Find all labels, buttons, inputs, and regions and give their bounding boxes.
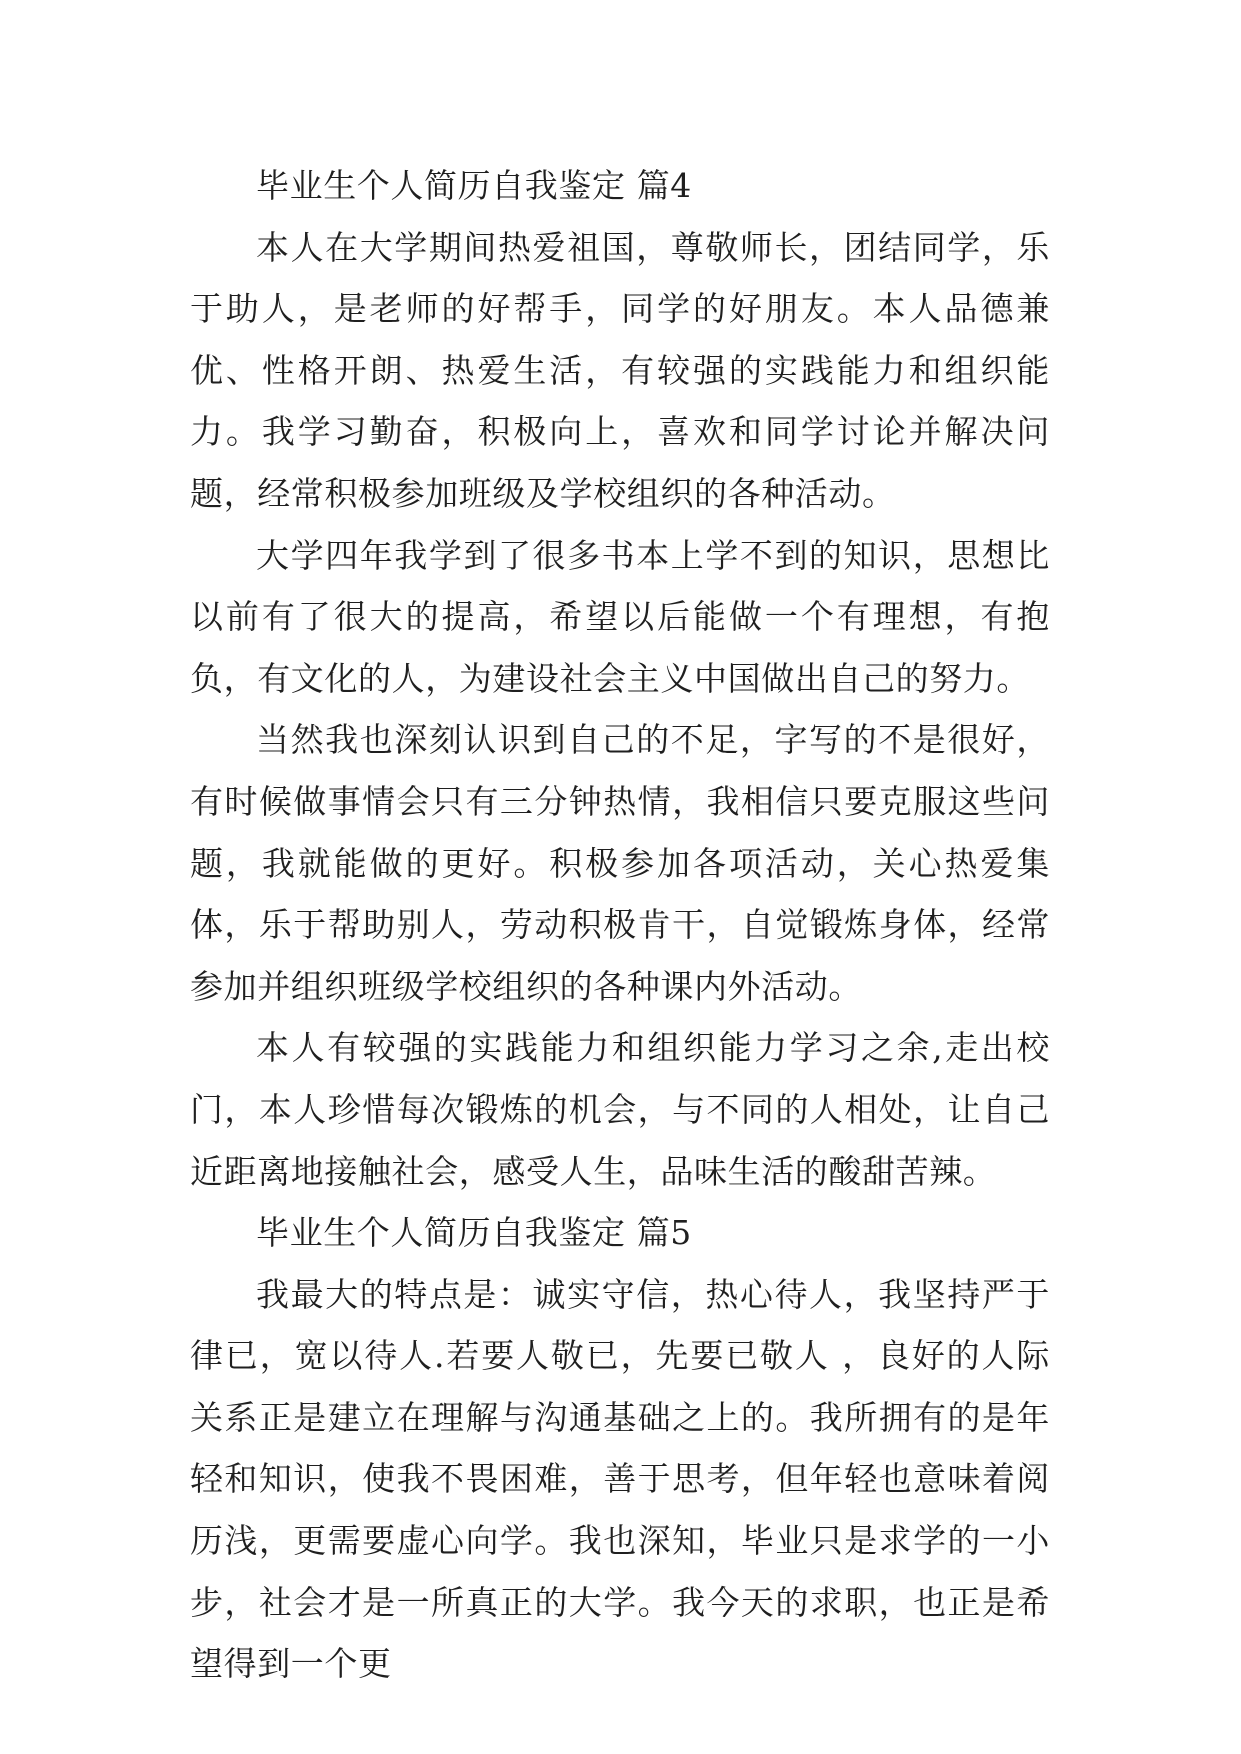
section-heading-4: 毕业生个人简历自我鉴定 篇4 [256,166,692,205]
document-body [190,155,1050,1695]
paragraph-3: 当然我也深刻认识到自己的不足，字写的不是很好，有时候做事情会只有三分钟热情，我相信只要克服这些问题，我就能做的更好。积极参加各项活动，关心热爱集体，乐于帮助别人，劳动积极肯干，自觉锻炼身体，经常参加并组织班级学校组织的各种课内外活动。 [190,720,1050,1006]
paragraph-1: 本人在大学期间热爱祖国，尊敬师长，团结同学，乐于助人，是老师的好帮手，同学的好朋友。本人品德兼优、性格开朗、热爱生活，有较强的实践能力和组织能力。我学习勤奋，积极向上，喜欢和同学讨论并解决问题，经常积极参加班级及学校组织的各种活动。 [190,227,1050,513]
paragraph-4: 本人有较强的实践能力和组织能力学习之余,走出校门，本人珍惜每次锻炼的机会，与不同的人相处，让自己近距离地接触社会，感受人生，品味生活的酸甜苦辣。 [190,1028,1050,1191]
paragraph-2: 大学四年我学到了很多书本上学不到的知识，思想比以前有了很大的提高，希望以后能做一个有理想，有抱负，有文化的人，为建设社会主义中国做出自己的努力。 [190,535,1050,698]
section-heading-5: 毕业生个人简历自我鉴定 篇5 [256,1213,692,1253]
paragraph-5: 我最大的特点是：诚实守信，热心待人，我坚持严于律已，宽以待人.若要人敬已，先要已敬人 ，良好的人际关系正是建立在理解与沟通基础之上的。我所拥有的是年轻和知识，使我不畏困难，善于思考，但年轻也意味着阅历浅，更需要虚心向学。我也深知，毕业只是求学的一小步，社会才是一所真正的大学。我今天的求职，也正是希望得到一个更 [190,1274,1050,1684]
